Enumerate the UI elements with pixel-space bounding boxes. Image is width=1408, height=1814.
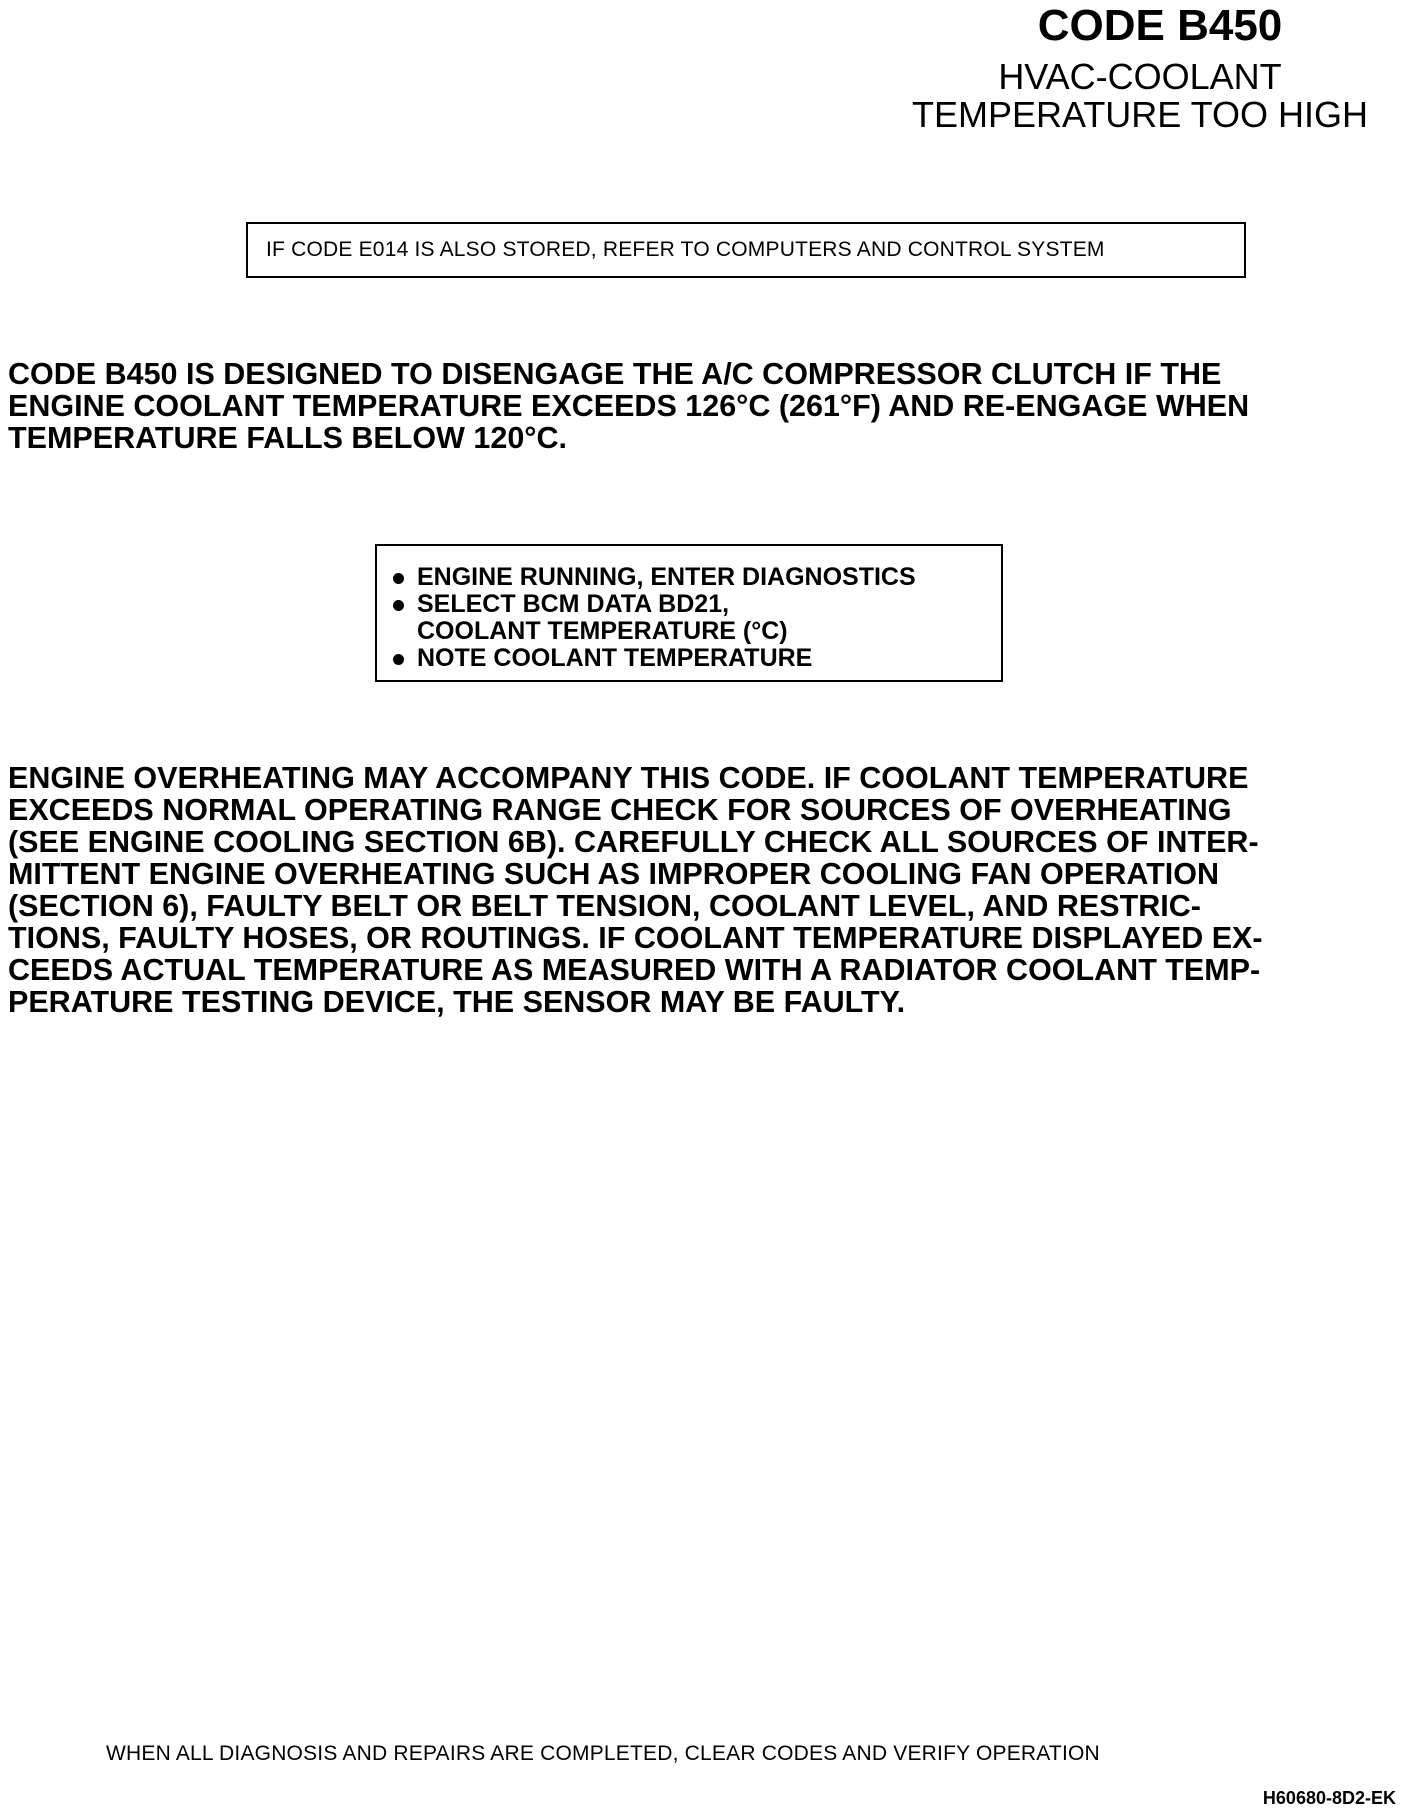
step-text-continued: COOLANT TEMPERATURE (°C) <box>417 617 788 645</box>
overheating-line: MITTENT ENGINE OVERHEATING SUCH AS IMPROPER COOLING FAN OPERATION <box>8 857 1220 891</box>
bullet-icon <box>393 654 404 665</box>
note-box-text: IF CODE E014 IS ALSO STORED, REFER TO COMPUTERS AND CONTROL SYSTEM <box>266 238 1105 261</box>
overheating-line: EXCEEDS NORMAL OPERATING RANGE CHECK FOR SOURCES OF OVERHEATING <box>8 793 1232 827</box>
description-paragraph <box>8 358 1393 454</box>
description-line: TEMPERATURE FALLS BELOW 120°C. <box>8 421 567 455</box>
diagnostic-steps-list <box>391 564 916 672</box>
overheating-paragraph <box>8 762 1393 1018</box>
overheating-line: CEEDS ACTUAL TEMPERATURE AS MEASURED WITH A RADIATOR COOLANT TEMP- <box>8 953 1261 987</box>
overheating-line: TIONS, FAULTY HOSES, OR ROUTINGS. IF COOLANT TEMPERATURE DISPLAYED EX- <box>8 921 1263 955</box>
bullet-icon <box>393 600 404 611</box>
page-title-code: CODE B450 <box>1037 1 1283 50</box>
overheating-line: ENGINE OVERHEATING MAY ACCOMPANY THIS CODE. IF COOLANT TEMPERATURE <box>8 761 1249 795</box>
step-text: SELECT BCM DATA BD21, <box>417 590 730 618</box>
step-item <box>391 564 916 591</box>
step-item <box>391 645 916 672</box>
step-text: ENGINE RUNNING, ENTER DIAGNOSTICS <box>417 563 916 591</box>
subtitle-line-1: HVAC-COOLANT <box>998 56 1282 97</box>
description-line: CODE B450 IS DESIGNED TO DISENGAGE THE A/C COMPRESSOR CLUTCH IF THE <box>8 357 1222 391</box>
step-item <box>391 591 916 645</box>
overheating-line: PERATURE TESTING DEVICE, THE SENSOR MAY BE FAULTY. <box>8 985 906 1019</box>
bullet-icon <box>393 573 404 584</box>
step-text: NOTE COOLANT TEMPERATURE <box>417 644 813 672</box>
overheating-line: (SEE ENGINE COOLING SECTION 6B). CAREFULLY CHECK ALL SOURCES OF INTER- <box>8 825 1259 859</box>
page-subtitle <box>880 58 1400 134</box>
overheating-line: (SECTION 6), FAULTY BELT OR BELT TENSION, COOLANT LEVEL, AND RESTRIC- <box>8 889 1201 923</box>
description-line: ENGINE COOLANT TEMPERATURE EXCEEDS 126°C (261°F) AND RE-ENGAGE WHEN <box>8 389 1250 423</box>
subtitle-line-2: TEMPERATURE TOO HIGH <box>911 94 1369 135</box>
footer-instruction: WHEN ALL DIAGNOSIS AND REPAIRS ARE COMPLETED, CLEAR CODES AND VERIFY OPERATION <box>106 1742 1100 1765</box>
diagnostic-steps-box <box>375 544 1003 682</box>
figure-id: H60680-8D2-EK <box>1262 1788 1396 1808</box>
note-box <box>246 222 1246 278</box>
